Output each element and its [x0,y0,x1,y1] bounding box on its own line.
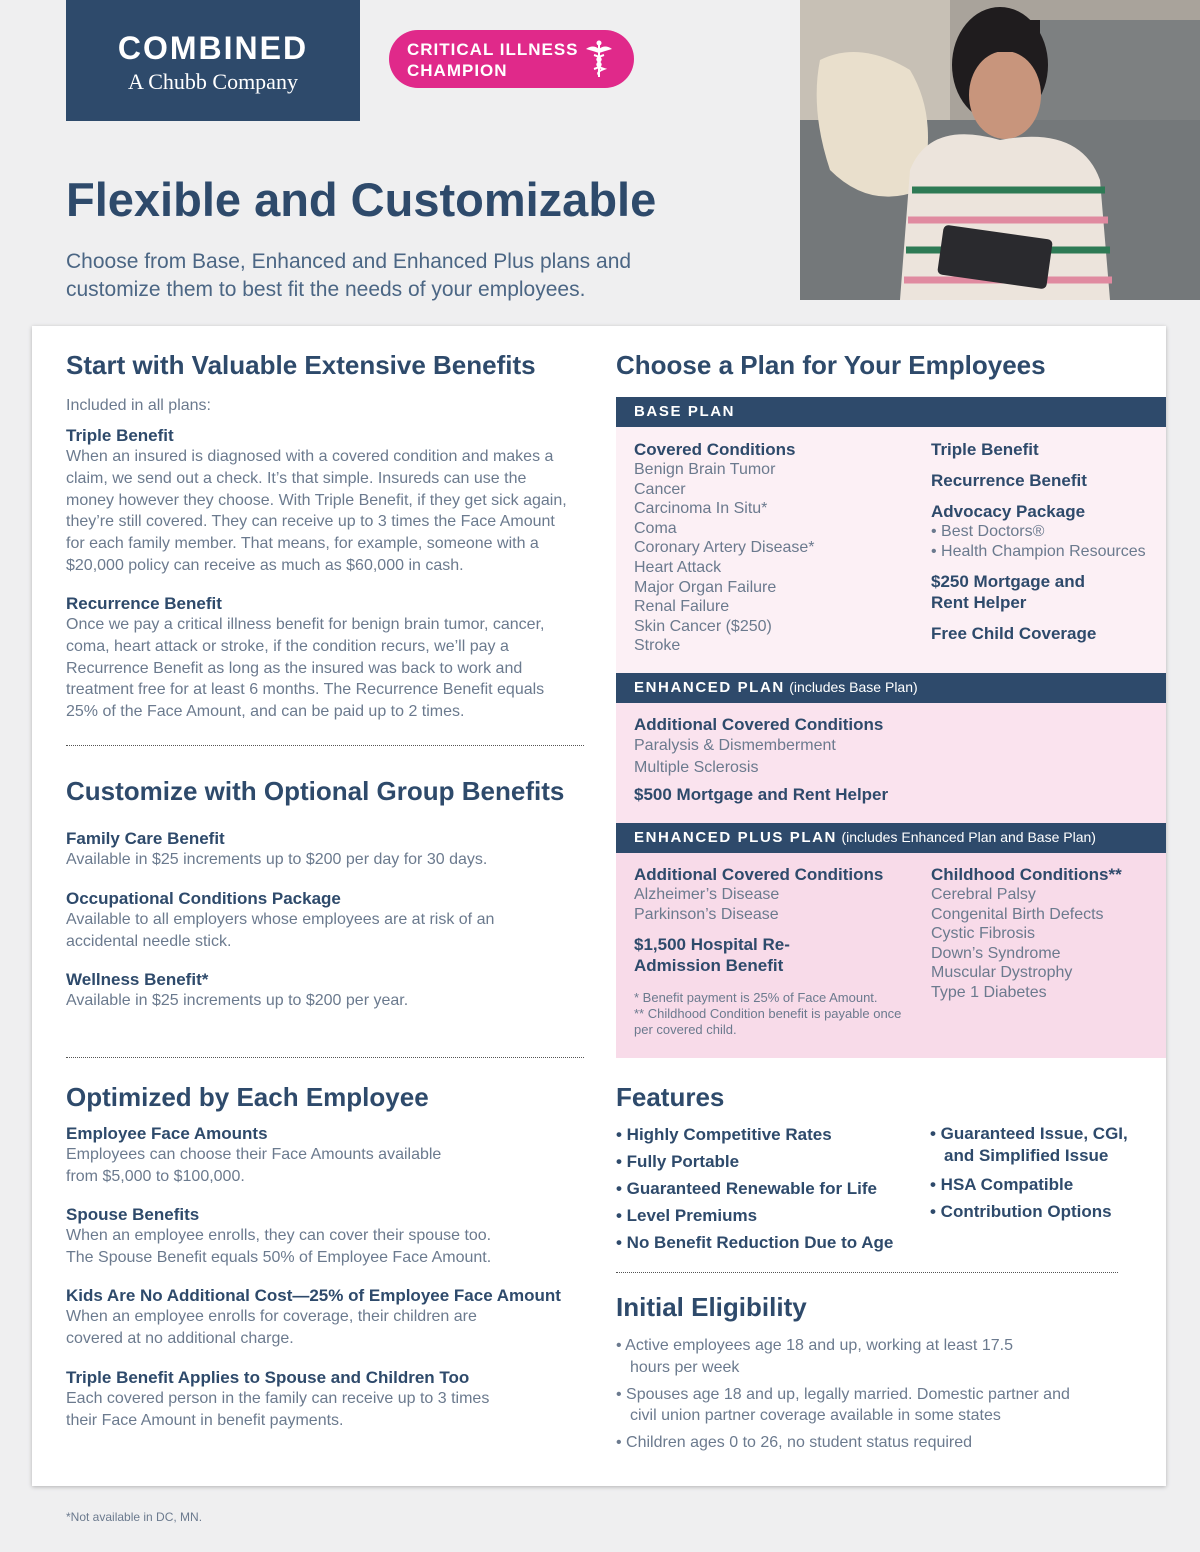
list-item: Stroke [634,637,681,655]
list-item: • Level Premiums [616,1206,758,1225]
footer-note: *Not available in DC, MN. [66,1510,203,1524]
eligibility-list [616,1335,1086,1454]
enhanced-plus-plan-label: ENHANCED PLUS PLAN [634,829,837,846]
benefits-heading: Start with Valuable Extensive Benefits [66,350,536,380]
list-item: Benign Brain Tumor [634,461,776,478]
enhanced-conditions-title: Additional Covered Conditions [634,715,884,734]
triple-benefit-title: Triple Benefit [66,426,174,445]
list-item: Type 1 Diabetes [931,983,1047,1001]
critical-illness-champion-badge [389,30,634,88]
list-item: Skin Cancer ($250) [634,617,772,635]
list-item: Cancer [634,480,686,498]
recurrence-benefit-block [66,594,576,723]
triple-benefit-block [66,426,576,577]
triple-benefit-text: When an insured is diagnosed with a covered condition and makes a claim, we send out a check. It’s that simple. Insureds can use the money however they choose. With Triple Benefit, if they get sick again, they’re still covered. They can receive up to 3 times the Face Amount for each family member. That means, for example, someone with a $20,000 policy can receive as much as $60,000 in cash. [66,448,567,574]
enhanced-plus-plan-header [616,823,1166,853]
list-item: Paralysis & Dismemberment [634,737,836,754]
eligibility-heading: Initial Eligibility [616,1292,807,1322]
list-item: • Fully Portable [616,1152,740,1171]
occupational-text: Available to all employers whose employees are at risk of an accidental needle stick. [66,911,495,950]
list-item: Heart Attack [634,558,722,576]
base-recurrence-benefit: Recurrence Benefit [931,471,1087,490]
recurrence-benefit-title: Recurrence Benefit [66,594,222,613]
list-item: • Children ages 0 to 26, no student status required [616,1434,973,1452]
list-item: Congenital Birth Defects [931,905,1104,923]
base-plan-panel [616,427,1166,673]
enhanced-plus-plan-panel [616,853,1166,1058]
base-plan-features [931,440,1161,644]
kids-text: When an employee enrolls for coverage, their children are covered at no additional charge. [66,1308,477,1347]
base-plan-label: BASE PLAN [634,403,736,420]
base-mortgage-helper: $250 Mortgage and Rent Helper [931,572,1085,613]
woman-with-tablet-photo [800,0,1200,300]
features-heading: Features [616,1082,725,1112]
wellness-title: Wellness Benefit* [66,970,209,989]
spouse-benefits-block [66,1205,516,1269]
list-item: Coma [634,519,677,537]
kids-title: Kids Are No Additional Cost—25% of Employee Face Amount [66,1286,561,1305]
list-item: • Guaranteed Renewable for Life [616,1179,878,1198]
list-item: • Contribution Options [930,1202,1112,1221]
recurrence-benefit-text: Once we pay a critical illness benefit for benign brain tumor, cancer, coma, heart attack or stroke, if the condition recurs, we’ll pay a Recurrence Benefit as long as the insured was back to work and treatment free for at least 6 months. The Recurrence Benefit equals 25% of the Face Amount, and can be paid up to 2 times. [66,616,545,721]
features-list-left [616,1121,926,1256]
page-title: Flexible and Customizable [66,173,657,226]
wellness-block [66,970,536,1012]
list-item: • Health Champion Resources [931,542,1146,560]
triple-family-title: Triple Benefit Applies to Spouse and Children Too [66,1368,470,1387]
divider [616,1272,1118,1273]
list-item: Alzheimer’s Disease [634,886,780,903]
enhanced-plan-header [616,673,1166,703]
list-item: Major Organ Failure [634,578,777,596]
list-item: • HSA Compatible [930,1175,1074,1194]
plus-conditions [634,865,924,1038]
caduceus-icon [584,39,614,79]
base-triple-benefit: Triple Benefit [931,440,1039,459]
face-amounts-text: Employees can choose their Face Amounts available from $5,000 to $100,000. [66,1146,442,1185]
list-item: • Spouses age 18 and up, legally married. Domestic partner and civil union partner coverage available in some states [616,1385,1070,1425]
base-conditions-list [634,460,914,656]
face-amounts-block [66,1124,466,1188]
list-item: Renal Failure [634,598,730,616]
triple-family-block [66,1368,516,1432]
childhood-conditions-title: Childhood Conditions** [931,865,1122,884]
page-subtitle: Choose from Base, Enhanced and Enhanced Plus plans and customize them to best fit the needs of your employees. [66,250,632,301]
kids-block [66,1286,596,1350]
list-item: Down’s Syndrome [931,944,1061,962]
base-free-child-coverage: Free Child Coverage [931,624,1097,644]
plus-hospital-benefit: $1,500 Hospital Re-Admission Benefit [634,935,790,976]
list-item: Cerebral Palsy [931,886,1036,903]
divider [66,1057,584,1058]
base-plan-header [616,397,1166,427]
childhood-conditions [931,865,1161,1003]
optional-heading: Customize with Optional Group Benefits [66,776,565,806]
enhanced-mortgage-helper: $500 Mortgage and Rent Helper [634,784,889,804]
list-item: • No Benefit Reduction Due to Age [616,1233,894,1252]
face-amounts-title: Employee Face Amounts [66,1124,268,1143]
features-list-right [930,1121,1130,1225]
brand-tagline: A Chubb Company [128,69,298,94]
enhanced-plan-note: (includes Base Plan) [789,679,918,695]
list-item: • Highly Competitive Rates [616,1125,832,1144]
list-item: Parkinson’s Disease [634,905,779,923]
plus-conditions-title: Additional Covered Conditions [634,865,884,884]
base-advocacy-title: Advocacy Package [931,502,1086,521]
company-logo [66,0,360,121]
list-item: Muscular Dystrophy [931,964,1073,982]
spouse-benefits-text: When an employee enrolls, they can cover their spouse too. The Spouse Benefit equals 50% of Employee Face Amount. [66,1227,492,1266]
list-item: Carcinoma In Situ* [634,500,768,518]
list-item: Coronary Artery Disease* [634,539,815,557]
benefits-intro: Included in all plans: [66,397,211,414]
list-item: • Best Doctors® [931,523,1045,540]
base-covered-conditions [634,440,914,656]
occupational-block [66,889,536,953]
list-item: Multiple Sclerosis [634,758,759,776]
spouse-benefits-title: Spouse Benefits [66,1205,200,1224]
family-care-block [66,829,536,871]
base-conditions-title: Covered Conditions [634,440,796,459]
occupational-title: Occupational Conditions Package [66,889,341,908]
triple-family-text: Each covered person in the family can receive up to 3 times their Face Amount in benefit payments. [66,1390,490,1429]
divider [66,745,584,746]
family-care-title: Family Care Benefit [66,829,225,848]
enhanced-conditions [634,715,1134,805]
plus-footnote-1: * Benefit payment is 25% of Face Amount. [634,990,878,1006]
content-card [32,326,1166,1486]
list-item: • Active employees age 18 and up, working at least 17.5 hours per week [616,1337,1013,1376]
plus-footnote-2: ** Childhood Condition benefit is payable once per covered child. [634,1006,902,1038]
family-care-text: Available in $25 increments up to $200 per day for 30 days. [66,851,488,868]
enhanced-plan-label: ENHANCED PLAN [634,679,785,696]
wellness-text: Available in $25 increments up to $200 per year. [66,992,409,1009]
list-item: • Guaranteed Issue, CGI, and Simplified Issue [930,1124,1128,1165]
brand-name: COMBINED [117,30,309,66]
plans-heading: Choose a Plan for Your Employees [616,350,1046,380]
optimized-heading: Optimized by Each Employee [66,1082,429,1112]
list-item: Cystic Fibrosis [931,925,1036,943]
enhanced-plus-plan-note: (includes Enhanced Plan and Base Plan) [841,829,1096,845]
badge-line-2: CHAMPION [407,61,508,80]
enhanced-plan-panel [616,703,1166,823]
badge-line-1: CRITICAL ILLNESS [407,40,579,59]
